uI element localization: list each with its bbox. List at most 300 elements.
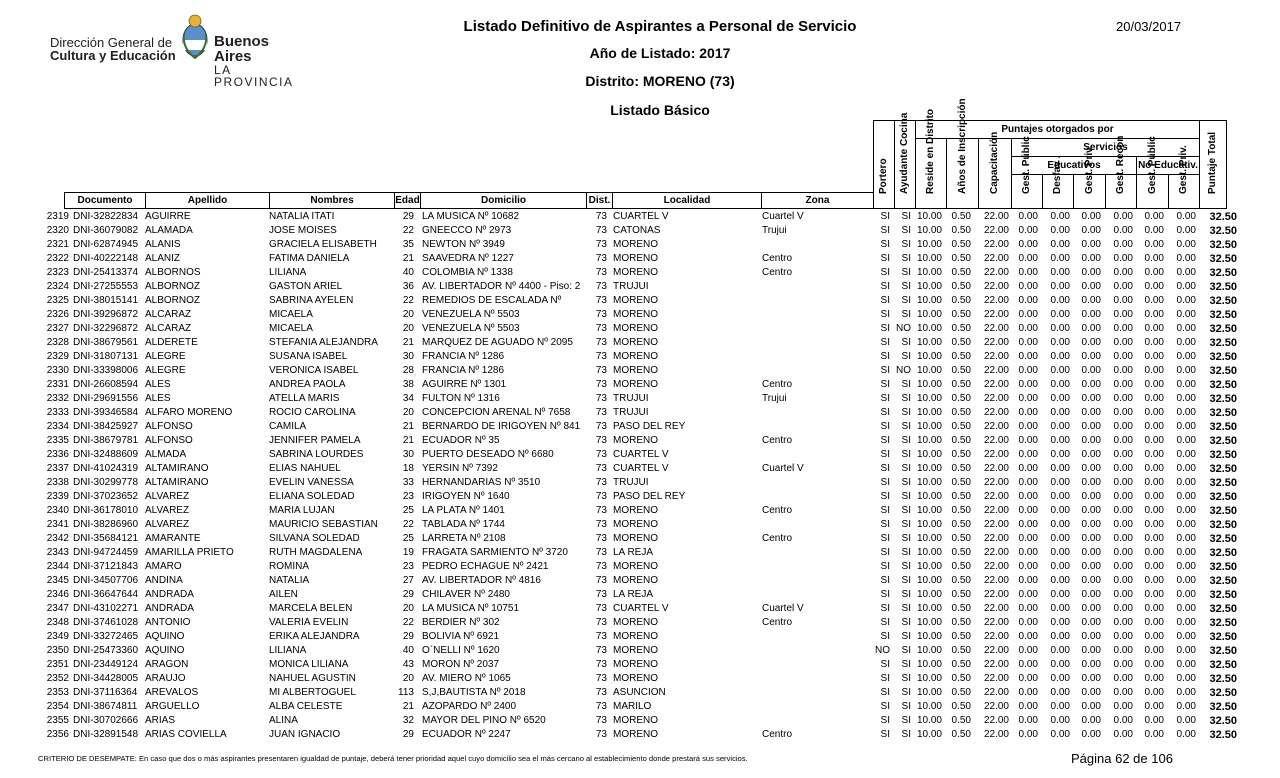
district-label: Distrito: MORENO (73)	[585, 73, 735, 89]
gest-public-2-cell: 0.00	[1144, 337, 1164, 348]
gest-priv-2-cell: 0.00	[1176, 435, 1196, 446]
capacitacion-cell: 22.00	[983, 323, 1009, 334]
gest-public-2-cell: 0.00	[1144, 491, 1164, 502]
reside-cell: 10.00	[916, 645, 942, 656]
gest-recon-cell: 0.00	[1113, 379, 1133, 390]
documento-cell: DNI-25473360	[73, 645, 139, 656]
gest-priv-cell: 0.00	[1081, 729, 1101, 740]
nombres-cell: MARCELA BELEN	[269, 603, 353, 614]
puntaje-total-cell: 32.50	[1209, 379, 1237, 391]
localidad-cell: ASUNCION	[613, 687, 666, 698]
nombres-cell: ALBA CELESTE	[269, 701, 343, 712]
edad-cell: 18	[402, 463, 414, 474]
apellido-cell: ALMADA	[145, 449, 187, 460]
desfav-cell: 0.00	[1050, 253, 1070, 264]
row-index: 2339	[46, 491, 69, 502]
gest-priv-cell: 0.00	[1081, 295, 1101, 306]
domicilio-cell: IRIGOYEN Nº 1640	[422, 491, 510, 502]
col-puntaje-total-label: Puntaje Total	[1207, 131, 1218, 194]
gest-public-cell: 0.00	[1018, 253, 1038, 264]
gest-priv-2-cell: 0.00	[1176, 281, 1196, 292]
edad-cell: 40	[402, 645, 414, 656]
gest-priv-cell: 0.00	[1081, 561, 1101, 572]
table-row	[0, 406, 1280, 420]
documento-cell: DNI-38425927	[73, 421, 139, 432]
portero-cell: SI	[880, 337, 890, 348]
localidad-cell: MORENO	[613, 617, 658, 628]
gest-recon-cell: 0.00	[1113, 673, 1133, 684]
gest-priv-cell: 0.00	[1081, 533, 1101, 544]
dist-cell: 73	[595, 435, 607, 446]
localidad-cell: MORENO	[613, 351, 658, 362]
table-row	[0, 616, 1280, 630]
reside-cell: 10.00	[916, 659, 942, 670]
nombres-cell: GASTON ARIEL	[269, 281, 343, 292]
row-index: 2334	[46, 421, 69, 432]
reside-cell: 10.00	[916, 505, 942, 516]
gest-public-2-cell: 0.00	[1144, 561, 1164, 572]
table-row	[0, 518, 1280, 532]
gest-priv-2-cell: 0.00	[1176, 575, 1196, 586]
localidad-cell: PASO DEL REY	[613, 421, 686, 432]
apellido-cell: ALAMADA	[145, 225, 193, 236]
capacitacion-cell: 22.00	[983, 659, 1009, 670]
row-index: 2326	[46, 309, 69, 320]
reside-cell: 10.00	[916, 519, 942, 530]
coat-of-arms-icon	[180, 12, 210, 62]
portero-cell: SI	[880, 561, 890, 572]
zona-cell: Centro	[762, 435, 793, 446]
gest-priv-2-cell: 0.00	[1176, 589, 1196, 600]
domicilio-cell: LA MUSICA Nº 10751	[422, 603, 520, 614]
puntaje-total-cell: 32.50	[1209, 519, 1237, 531]
gest-public-2-cell: 0.00	[1144, 211, 1164, 222]
nombres-cell: VALERIA EVELIN	[269, 617, 349, 628]
portero-cell: SI	[880, 449, 890, 460]
table-row	[0, 448, 1280, 462]
edad-cell: 29	[402, 211, 414, 222]
documento-cell: DNI-34507706	[73, 575, 139, 586]
dist-cell: 73	[595, 603, 607, 614]
reside-cell: 10.00	[916, 491, 942, 502]
nombres-cell: LILIANA	[269, 267, 307, 278]
gest-public-cell: 0.00	[1018, 393, 1038, 404]
dist-cell: 73	[595, 225, 607, 236]
localidad-cell: MORENO	[613, 533, 658, 544]
dist-cell: 73	[595, 701, 607, 712]
edad-cell: 22	[402, 519, 414, 530]
dist-cell: 73	[595, 729, 607, 740]
col-capacitacion-label: Capacitación	[989, 131, 1000, 194]
gest-recon-cell: 0.00	[1113, 337, 1133, 348]
gest-recon-cell: 0.00	[1113, 435, 1133, 446]
desfav-cell: 0.00	[1050, 631, 1070, 642]
nombres-cell: ROMINA	[269, 561, 309, 572]
dist-cell: 73	[595, 715, 607, 726]
zona-cell: Centro	[762, 253, 793, 264]
gest-priv-cell: 0.00	[1081, 239, 1101, 250]
capacitacion-cell: 22.00	[983, 253, 1009, 264]
apellido-cell: ALVAREZ	[145, 505, 190, 516]
puntaje-total-cell: 32.50	[1209, 323, 1237, 335]
gest-public-2-cell: 0.00	[1144, 701, 1164, 712]
desfav-cell: 0.00	[1050, 295, 1070, 306]
apellido-cell: ALES	[145, 393, 171, 404]
domicilio-cell: ECUADOR Nº 35	[422, 435, 500, 446]
gest-public-cell: 0.00	[1018, 309, 1038, 320]
gest-priv-cell: 0.00	[1081, 631, 1101, 642]
documento-cell: DNI-25413374	[73, 267, 139, 278]
desfav-cell: 0.00	[1050, 225, 1070, 236]
ayudante-cell: SI	[901, 253, 911, 264]
localidad-cell: CUARTEL V	[613, 211, 669, 222]
dist-cell: 73	[595, 309, 607, 320]
col-capacitacion	[978, 131, 1012, 209]
dist-cell: 73	[595, 267, 607, 278]
apellido-cell: ANDRADA	[145, 589, 194, 600]
gest-priv-cell: 0.00	[1081, 463, 1101, 474]
gest-recon-cell: 0.00	[1113, 589, 1133, 600]
documento-cell: DNI-31807131	[73, 351, 139, 362]
capacitacion-cell: 22.00	[983, 631, 1009, 642]
dist-cell: 73	[595, 463, 607, 474]
row-index: 2322	[46, 253, 69, 264]
gest-priv-2-cell: 0.00	[1176, 673, 1196, 684]
gest-public-2-cell: 0.00	[1144, 673, 1164, 684]
reside-cell: 10.00	[916, 715, 942, 726]
desfav-cell: 0.00	[1050, 491, 1070, 502]
row-index: 2340	[46, 505, 69, 516]
zona-cell: Centro	[762, 267, 793, 278]
gest-priv-2-cell: 0.00	[1176, 645, 1196, 656]
portero-cell: SI	[880, 715, 890, 726]
apellido-cell: ALCARAZ	[145, 309, 192, 320]
domicilio-cell: AZOPARDO Nº 2400	[422, 701, 517, 712]
dist-cell: 73	[595, 337, 607, 348]
gest-recon-cell: 0.00	[1113, 729, 1133, 740]
ayudante-cell: SI	[901, 463, 911, 474]
gest-public-cell: 0.00	[1018, 421, 1038, 432]
ayudante-cell: SI	[901, 435, 911, 446]
edad-cell: 21	[402, 337, 414, 348]
gest-priv-cell: 0.00	[1081, 421, 1101, 432]
reside-cell: 10.00	[916, 575, 942, 586]
gest-public-cell: 0.00	[1018, 491, 1038, 502]
capacitacion-cell: 22.00	[983, 715, 1009, 726]
gest-public-2-cell: 0.00	[1144, 435, 1164, 446]
localidad-cell: MORENO	[613, 239, 658, 250]
portero-cell: SI	[880, 603, 890, 614]
gest-public-cell: 0.00	[1018, 435, 1038, 446]
gest-public-cell: 0.00	[1018, 463, 1038, 474]
gest-recon-cell: 0.00	[1113, 617, 1133, 628]
desfav-cell: 0.00	[1050, 337, 1070, 348]
gest-priv-cell: 0.00	[1081, 673, 1101, 684]
capacitacion-cell: 22.00	[983, 337, 1009, 348]
portero-cell: SI	[880, 309, 890, 320]
domicilio-cell: BERDIER Nº 302	[422, 617, 500, 628]
dist-cell: 73	[595, 505, 607, 516]
row-index: 2347	[46, 603, 69, 614]
gest-recon-cell: 0.00	[1113, 715, 1133, 726]
gest-priv-2-cell: 0.00	[1176, 533, 1196, 544]
localidad-cell: MORENO	[613, 673, 658, 684]
domicilio-cell: CHILAVER Nº 2480	[422, 589, 510, 600]
dist-cell: 73	[595, 449, 607, 460]
row-index: 2348	[46, 617, 69, 628]
ayudante-cell: SI	[901, 673, 911, 684]
domicilio-cell: VENEZUELA Nº 5503	[422, 309, 520, 320]
zona-cell: Centro	[762, 617, 793, 628]
puntaje-total-cell: 32.50	[1209, 267, 1237, 279]
logo-brand-1: Buenos Aires	[214, 33, 270, 65]
row-index: 2331	[46, 379, 69, 390]
edad-cell: 25	[402, 533, 414, 544]
table-row	[0, 658, 1280, 672]
puntaje-total-cell: 32.50	[1209, 477, 1237, 489]
apellido-cell: AGUIRRE	[145, 211, 191, 222]
apellido-cell: ALEGRE	[145, 351, 186, 362]
gest-public-cell: 0.00	[1018, 295, 1038, 306]
gest-recon-cell: 0.00	[1113, 211, 1133, 222]
anios-cell: 0.50	[951, 421, 971, 432]
gest-priv-cell: 0.00	[1081, 617, 1101, 628]
edad-cell: 25	[402, 505, 414, 516]
table-row	[0, 336, 1280, 350]
localidad-cell: TRUJUI	[613, 477, 649, 488]
puntaje-total-cell: 32.50	[1209, 533, 1237, 545]
desfav-cell: 0.00	[1050, 715, 1070, 726]
capacitacion-cell: 22.00	[983, 645, 1009, 656]
apellido-cell: ALANIZ	[145, 253, 181, 264]
edad-cell: 21	[402, 421, 414, 432]
domicilio-cell: TABLADA Nº 1744	[422, 519, 505, 530]
reside-cell: 10.00	[916, 561, 942, 572]
reside-cell: 10.00	[916, 547, 942, 558]
gest-priv-2-cell: 0.00	[1176, 505, 1196, 516]
nombres-cell: RUTH MAGDALENA	[269, 547, 363, 558]
gest-recon-cell: 0.00	[1113, 323, 1133, 334]
gest-recon-cell: 0.00	[1113, 645, 1133, 656]
ayudante-cell: SI	[901, 659, 911, 670]
gest-priv-2-cell: 0.00	[1176, 547, 1196, 558]
apellido-cell: AQUINO	[145, 631, 185, 642]
capacitacion-cell: 22.00	[983, 351, 1009, 362]
desfav-cell: 0.00	[1050, 267, 1070, 278]
puntaje-total-cell: 32.50	[1209, 603, 1237, 615]
puntaje-total-cell: 32.50	[1209, 239, 1237, 251]
gest-recon-cell: 0.00	[1113, 463, 1133, 474]
dist-cell: 73	[595, 239, 607, 250]
gest-priv-cell: 0.00	[1081, 211, 1101, 222]
desfav-cell: 0.00	[1050, 701, 1070, 712]
anios-cell: 0.50	[951, 673, 971, 684]
zona-cell: Cuartel V	[762, 463, 804, 474]
gest-priv-2-cell: 0.00	[1176, 519, 1196, 530]
capacitacion-cell: 22.00	[983, 239, 1009, 250]
reside-cell: 10.00	[916, 295, 942, 306]
gest-priv-cell: 0.00	[1081, 547, 1101, 558]
row-index: 2319	[46, 211, 69, 222]
localidad-cell: TRUJUI	[613, 393, 649, 404]
documento-cell: DNI-35684121	[73, 533, 139, 544]
edad-cell: 32	[402, 715, 414, 726]
gest-recon-cell: 0.00	[1113, 701, 1133, 712]
gest-recon-cell: 0.00	[1113, 267, 1133, 278]
gest-public-2-cell: 0.00	[1144, 239, 1164, 250]
edad-cell: 27	[402, 575, 414, 586]
nombres-cell: SUSANA ISABEL	[269, 351, 348, 362]
gest-public-cell: 0.00	[1018, 617, 1038, 628]
domicilio-cell: NEWTON Nº 3949	[422, 239, 505, 250]
portero-cell: SI	[880, 407, 890, 418]
apellido-cell: ALTAMIRANO	[145, 463, 209, 474]
page-title: Listado Definitivo de Aspirantes a Personal de Servicio	[463, 18, 857, 35]
gest-recon-cell: 0.00	[1113, 533, 1133, 544]
puntaje-total-cell: 32.50	[1209, 491, 1237, 503]
reside-cell: 10.00	[916, 729, 942, 740]
ayudante-cell: SI	[901, 687, 911, 698]
domicilio-cell: GNEECCO Nº 2973	[422, 225, 512, 236]
gest-priv-cell: 0.00	[1081, 435, 1101, 446]
nombres-cell: ERIKA ALEJANDRA	[269, 631, 360, 642]
logo-brand-2: LA PROVINCIA	[214, 63, 294, 89]
gest-priv-cell: 0.00	[1081, 505, 1101, 516]
localidad-cell: MORENO	[613, 561, 658, 572]
row-index: 2335	[46, 435, 69, 446]
domicilio-cell: CONCEPCION ARENAL Nº 7658	[422, 407, 571, 418]
nombres-cell: VERONICA ISABEL	[269, 365, 359, 376]
localidad-cell: LA REJA	[613, 547, 654, 558]
dist-cell: 73	[595, 519, 607, 530]
table-row	[0, 602, 1280, 616]
table-row	[0, 350, 1280, 364]
gest-public-cell: 0.00	[1018, 729, 1038, 740]
row-index: 2355	[46, 715, 69, 726]
documento-cell: DNI-38015141	[73, 295, 139, 306]
anios-cell: 0.50	[951, 295, 971, 306]
gest-public-cell: 0.00	[1018, 603, 1038, 614]
nombres-cell: CAMILA	[269, 421, 307, 432]
dist-cell: 73	[595, 561, 607, 572]
anios-cell: 0.50	[951, 505, 971, 516]
portero-cell: SI	[880, 421, 890, 432]
gest-public-cell: 0.00	[1018, 561, 1038, 572]
gest-priv-cell: 0.00	[1081, 407, 1101, 418]
dist-cell: 73	[595, 407, 607, 418]
gest-public-cell: 0.00	[1018, 267, 1038, 278]
gest-public-2-cell: 0.00	[1144, 547, 1164, 558]
gest-public-cell: 0.00	[1018, 337, 1038, 348]
capacitacion-cell: 22.00	[983, 477, 1009, 488]
edad-cell: 21	[402, 435, 414, 446]
ayudante-cell: SI	[901, 477, 911, 488]
puntaje-total-cell: 32.50	[1209, 365, 1237, 377]
desfav-cell: 0.00	[1050, 729, 1070, 740]
table-row	[0, 308, 1280, 322]
desfav-cell: 0.00	[1050, 211, 1070, 222]
documento-cell: DNI-37121843	[73, 561, 139, 572]
table-row	[0, 210, 1280, 224]
portero-cell: SI	[880, 631, 890, 642]
puntaje-total-cell: 32.50	[1209, 645, 1237, 657]
edad-cell: 20	[402, 323, 414, 334]
gest-priv-2-cell: 0.00	[1176, 715, 1196, 726]
portero-cell: SI	[880, 477, 890, 488]
gest-priv-2-cell: 0.00	[1176, 351, 1196, 362]
anios-cell: 0.50	[951, 337, 971, 348]
apellido-cell: ARIAS COVIELLA	[145, 729, 227, 740]
edad-cell: 29	[402, 631, 414, 642]
gest-public-cell: 0.00	[1018, 505, 1038, 516]
apellido-cell: AMARO	[145, 561, 182, 572]
gest-priv-cell: 0.00	[1081, 323, 1101, 334]
col-nombres: Nombres	[269, 192, 395, 209]
col-portero-label: Portero	[878, 158, 889, 194]
edad-cell: 28	[402, 365, 414, 376]
row-index: 2341	[46, 519, 69, 530]
ayudante-cell: SI	[901, 589, 911, 600]
ayudante-cell: SI	[901, 519, 911, 530]
edad-cell: 22	[402, 617, 414, 628]
gest-priv-2-cell: 0.00	[1176, 561, 1196, 572]
apellido-cell: AMARILLA PRIETO	[145, 547, 234, 558]
edad-cell: 38	[402, 379, 414, 390]
gest-public-cell: 0.00	[1018, 547, 1038, 558]
domicilio-cell: MARQUEZ DE AGUADO Nº 2095	[422, 337, 573, 348]
zona-cell: Centro	[762, 533, 793, 544]
documento-cell: DNI-38679561	[73, 337, 139, 348]
gest-public-2-cell: 0.00	[1144, 519, 1164, 530]
gest-recon-cell: 0.00	[1113, 421, 1133, 432]
gest-recon-cell: 0.00	[1113, 225, 1133, 236]
localidad-cell: MORENO	[613, 379, 658, 390]
puntaje-total-cell: 32.50	[1209, 351, 1237, 363]
desfav-cell: 0.00	[1050, 617, 1070, 628]
apellido-cell: ALVAREZ	[145, 491, 190, 502]
col-gest-public	[1011, 136, 1043, 209]
domicilio-cell: YERSIN Nº 7392	[422, 463, 498, 474]
table-row	[0, 294, 1280, 308]
ayudante-cell: SI	[901, 309, 911, 320]
table-row	[0, 630, 1280, 644]
portero-cell: SI	[880, 323, 890, 334]
capacitacion-cell: 22.00	[983, 519, 1009, 530]
gest-public-2-cell: 0.00	[1144, 309, 1164, 320]
col-anios-label: Años de Inscripción	[956, 98, 968, 194]
localidad-cell: MARILO	[613, 701, 652, 712]
reside-cell: 10.00	[916, 253, 942, 264]
zona-cell: Cuartel V	[762, 211, 804, 222]
row-index: 2329	[46, 351, 69, 362]
dist-cell: 73	[595, 547, 607, 558]
documento-cell: DNI-43102271	[73, 603, 139, 614]
dist-cell: 73	[595, 533, 607, 544]
nombres-cell: ELIANA SOLEDAD	[269, 491, 355, 502]
row-index: 2323	[46, 267, 69, 278]
zona-cell: Cuartel V	[762, 603, 804, 614]
localidad-cell: MORENO	[613, 519, 658, 530]
ayudante-cell: SI	[901, 645, 911, 656]
reside-cell: 10.00	[916, 449, 942, 460]
edad-cell: 35	[402, 239, 414, 250]
nombres-cell: MAURICIO SEBASTIAN	[269, 519, 378, 530]
gest-public-2-cell: 0.00	[1144, 645, 1164, 656]
localidad-cell: PASO DEL REY	[613, 491, 686, 502]
documento-cell: DNI-33398006	[73, 365, 139, 376]
gest-public-2-cell: 0.00	[1144, 463, 1164, 474]
edad-cell: 29	[402, 589, 414, 600]
